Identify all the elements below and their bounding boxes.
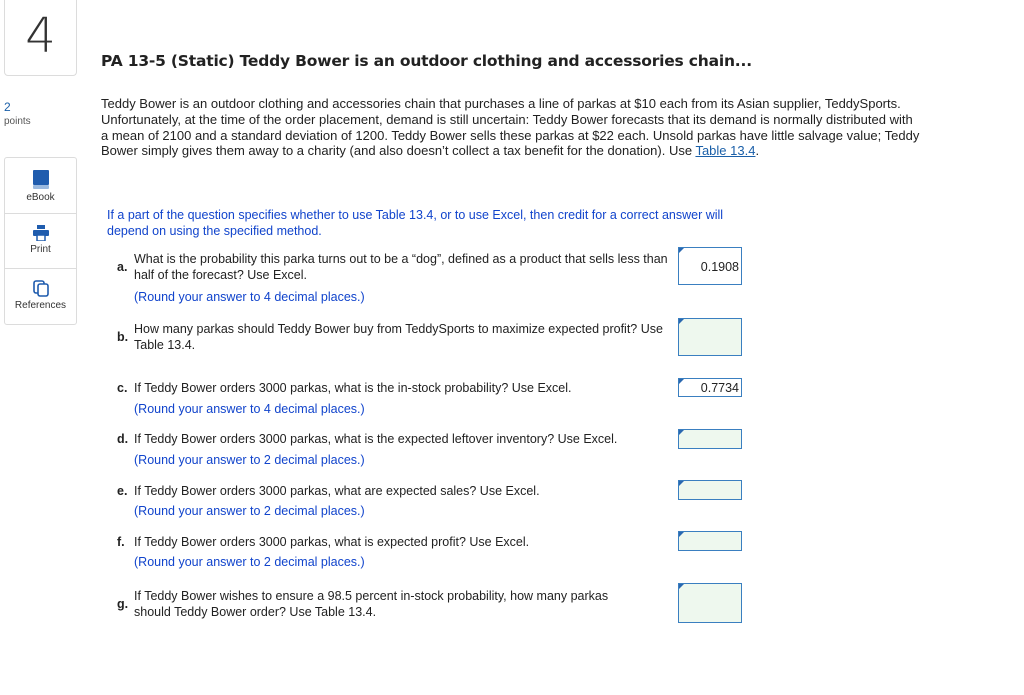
points-value: 2 [4,100,11,114]
part-text: How many parkas should Teddy Bower buy from TeddySports to maximize expected profit? Use Table 13.4. [134,322,663,352]
part-text: What is the probability this parka turns out to be a “dog”, defined as a product that sells less than half of the forecast? Use Excel. [134,252,668,282]
intro-text: Teddy Bower is an outdoor clothing and accessories chain that purchases a line of parkas at $10 each from its Asian supplier, TeddySports. Unfortunately, at the time of the order placement, demand is still uncertain: Teddy Bower forecasts that its demand is normally distributed with a mean of 2100 and a standard deviation of 1200. Teddy Bower sells these parkas at $22 each. Unsold parkas have little salvage value; Teddy Bower simply gives them away to a charity (and also doesn’t collect a tax benefit for the donation). Use [101,96,920,159]
question-intro [101,96,921,159]
answer-field-c[interactable] [678,378,742,397]
part-hint: (Round your answer to 4 decimal places.) [134,402,365,416]
answer-field-f[interactable] [678,531,742,551]
question-number: 4 [4,0,77,76]
copy-icon [33,280,49,297]
part-text: If Teddy Bower orders 3000 parkas, what is expected profit? Use Excel. [134,535,530,549]
references-button[interactable] [5,280,76,311]
print-label: Print [30,244,51,255]
table-link[interactable]: Table 13.4 [695,143,756,159]
ebook-button[interactable] [5,170,76,203]
answer-field-b[interactable] [678,318,742,356]
answer-field-g[interactable] [678,583,742,623]
part-letter: d. [117,432,129,446]
answer-field-d[interactable] [678,429,742,449]
instructions: If a part of the question specifies whether to use Table 13.4, or to use Excel, then credit for a correct answer will depend on using the specified method. [107,208,724,238]
part-text: If Teddy Bower wishes to ensure a 98.5 percent in-stock probability, how many parkas should Teddy Bower order? Use Table 13.4. [134,589,609,619]
part-hint: (Round your answer to 2 decimal places.) [134,453,365,467]
answer-field-a[interactable] [678,247,742,285]
part-letter: f. [117,535,125,549]
answer-value: 0.7734 [700,381,739,395]
points-label: points [4,116,31,127]
question-title: PA 13-5 (Static) Teddy Bower is an outdoor clothing and accessories chain... [101,52,752,70]
part-hint: (Round your answer to 2 decimal places.) [134,555,365,569]
resource-panel [4,157,77,325]
ebook-label: eBook [26,192,55,203]
answer-value: 0.1908 [700,260,739,274]
part-text: If Teddy Bower orders 3000 parkas, what are expected sales? Use Excel. [134,484,540,498]
print-button[interactable] [5,225,76,255]
part-hint: (Round your answer to 2 decimal places.) [134,504,365,518]
answer-field-e[interactable] [678,480,742,500]
book-icon [33,170,49,189]
part-letter: b. [117,330,129,344]
intro-tail: . [755,143,760,159]
part-letter: c. [117,381,128,395]
references-label: References [14,300,67,311]
part-letter: a. [117,260,128,274]
part-text: If Teddy Bower orders 3000 parkas, what is the in-stock probability? Use Excel. [134,381,572,395]
part-hint: (Round your answer to 4 decimal places.) [134,290,365,304]
part-letter: g. [117,597,129,611]
part-text: If Teddy Bower orders 3000 parkas, what is the expected leftover inventory? Use Excel. [134,432,618,446]
printer-icon [33,225,49,241]
part-letter: e. [117,484,128,498]
